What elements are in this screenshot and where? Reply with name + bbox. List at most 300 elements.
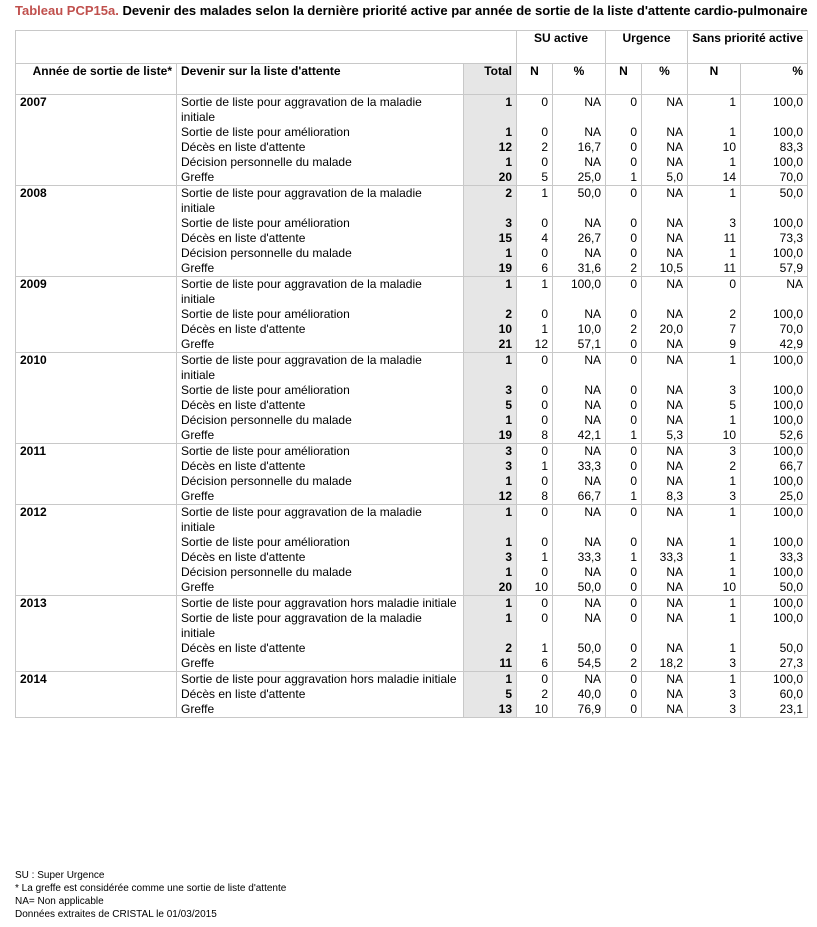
sans-pct-cell: 23,1 [741,702,808,718]
table-body [16,95,808,718]
su-pct-cell: NA [553,383,606,398]
total-cell: 19 [464,261,517,277]
sans-pct-cell: 60,0 [741,687,808,702]
outcome-cell: Sortie de liste pour amélioration [177,307,464,322]
urgence-n-cell: 0 [606,307,642,322]
outcome-cell: Sortie de liste pour aggravation de la maladie initiale [177,277,464,308]
urgence-n-cell: 0 [606,474,642,489]
urgence-pct-cell: NA [642,277,688,308]
table-row [16,565,808,580]
table-row [16,489,808,505]
su-pct-cell: NA [553,611,606,641]
year-cell [16,565,177,580]
su-n-cell: 0 [517,307,553,322]
outcome-cell: Greffe [177,702,464,718]
urgence-n-cell: 0 [606,596,642,612]
su-pct-cell: NA [553,307,606,322]
table-row [16,474,808,489]
sans-n-cell: 1 [688,186,741,217]
sans-pct-cell: 100,0 [741,398,808,413]
urgence-n-cell: 0 [606,580,642,596]
su-pct-cell: NA [553,353,606,384]
sans-pct-cell: 27,3 [741,656,808,672]
sans-n-cell: 1 [688,246,741,261]
urgence-n-cell: 0 [606,95,642,126]
year-cell: 2010 [16,353,177,384]
urgence-n-cell: 0 [606,125,642,140]
urgence-n-cell: 0 [606,702,642,718]
table-row [16,702,808,718]
year-cell [16,702,177,718]
table-row [16,641,808,656]
table-row [16,672,808,688]
table-row [16,231,808,246]
urgence-pct-cell: NA [642,535,688,550]
urgence-pct-cell: NA [642,672,688,688]
table-row [16,687,808,702]
urgence-pct-cell: NA [642,565,688,580]
su-n-cell: 0 [517,505,553,536]
total-cell: 12 [464,489,517,505]
sans-pct-cell: 100,0 [741,474,808,489]
total-cell: 19 [464,428,517,444]
year-cell: 2012 [16,505,177,536]
outcome-cell: Greffe [177,337,464,353]
su-pct-cell: 31,6 [553,261,606,277]
urgence-pct-cell: NA [642,641,688,656]
outcome-cell: Greffe [177,261,464,277]
su-n-cell: 0 [517,611,553,641]
urgence-n-cell: 0 [606,535,642,550]
su-pct-cell: NA [553,444,606,460]
urgence-n-cell: 0 [606,186,642,217]
year-cell [16,261,177,277]
urgence-n-cell: 0 [606,231,642,246]
header-s-n: N [688,64,741,95]
sans-n-cell: 1 [688,641,741,656]
footnote-greffe: * La greffe est considérée comme une sortie de liste d'attente [15,883,287,894]
header-devenir: Devenir sur la liste d'attente [177,64,464,95]
year-cell [16,322,177,337]
su-pct-cell: NA [553,216,606,231]
sans-pct-cell: 42,9 [741,337,808,353]
sans-pct-cell: 100,0 [741,672,808,688]
total-cell: 21 [464,337,517,353]
year-cell [16,580,177,596]
outcome-cell: Sortie de liste pour amélioration [177,383,464,398]
su-pct-cell: 54,5 [553,656,606,672]
su-n-cell: 0 [517,398,553,413]
year-cell [16,307,177,322]
table-row [16,277,808,308]
sans-n-cell: 1 [688,672,741,688]
urgence-n-cell: 0 [606,413,642,428]
outcome-cell: Sortie de liste pour aggravation de la maladie initiale [177,186,464,217]
sans-n-cell: 11 [688,261,741,277]
sans-pct-cell: 52,6 [741,428,808,444]
sans-n-cell: 11 [688,231,741,246]
sans-n-cell: 3 [688,656,741,672]
table-row [16,656,808,672]
table-row [16,444,808,460]
sans-n-cell: 1 [688,565,741,580]
footnote-na: NA= Non applicable [15,896,104,907]
su-pct-cell: NA [553,505,606,536]
su-pct-cell: 76,9 [553,702,606,718]
total-cell: 10 [464,322,517,337]
sans-n-cell: 0 [688,277,741,308]
su-pct-cell: NA [553,596,606,612]
outcome-cell: Sortie de liste pour aggravation de la maladie initiale [177,611,464,641]
sans-n-cell: 2 [688,459,741,474]
su-n-cell: 1 [517,550,553,565]
sans-n-cell: 1 [688,413,741,428]
table-row [16,216,808,231]
year-cell [16,687,177,702]
urgence-pct-cell: NA [642,246,688,261]
su-n-cell: 8 [517,489,553,505]
urgence-pct-cell: NA [642,95,688,126]
table-title [15,3,808,18]
footnote-su: SU : Super Urgence [15,870,105,881]
total-cell: 2 [464,307,517,322]
su-n-cell: 5 [517,170,553,186]
urgence-n-cell: 1 [606,170,642,186]
sans-pct-cell: 100,0 [741,565,808,580]
year-cell [16,550,177,565]
su-n-cell: 0 [517,383,553,398]
waitlist-outcome-table [15,30,808,718]
sans-pct-cell: NA [741,277,808,308]
total-cell: 1 [464,474,517,489]
urgence-n-cell: 2 [606,656,642,672]
su-n-cell: 6 [517,261,553,277]
su-n-cell: 0 [517,125,553,140]
su-pct-cell: NA [553,398,606,413]
su-n-cell: 0 [517,535,553,550]
urgence-n-cell: 0 [606,459,642,474]
header-sans-priorite: Sans priorité active [688,31,808,64]
year-cell [16,231,177,246]
outcome-cell: Greffe [177,656,464,672]
su-n-cell: 0 [517,596,553,612]
su-pct-cell: 16,7 [553,140,606,155]
outcome-cell: Décision personnelle du malade [177,413,464,428]
total-cell: 1 [464,611,517,641]
year-cell [16,398,177,413]
table-row [16,428,808,444]
su-pct-cell: NA [553,474,606,489]
total-cell: 1 [464,535,517,550]
su-n-cell: 0 [517,246,553,261]
header-u-pct: % [642,64,688,95]
table-row [16,413,808,428]
sans-pct-cell: 100,0 [741,444,808,460]
year-cell [16,611,177,641]
urgence-pct-cell: NA [642,231,688,246]
header-total: Total [464,64,517,95]
sans-n-cell: 1 [688,125,741,140]
sans-pct-cell: 100,0 [741,155,808,170]
su-pct-cell: 50,0 [553,641,606,656]
table-row [16,261,808,277]
urgence-n-cell: 0 [606,611,642,641]
su-n-cell: 4 [517,231,553,246]
sans-pct-cell: 66,7 [741,459,808,474]
year-cell [16,155,177,170]
total-cell: 5 [464,398,517,413]
sans-pct-cell: 100,0 [741,216,808,231]
outcome-cell: Greffe [177,489,464,505]
table-row [16,322,808,337]
urgence-n-cell: 0 [606,444,642,460]
urgence-n-cell: 1 [606,550,642,565]
urgence-n-cell: 0 [606,383,642,398]
total-cell: 1 [464,155,517,170]
year-cell [16,170,177,186]
year-cell [16,459,177,474]
su-n-cell: 1 [517,277,553,308]
su-pct-cell: 100,0 [553,277,606,308]
outcome-cell: Décès en liste d'attente [177,641,464,656]
outcome-cell: Décès en liste d'attente [177,459,464,474]
sans-pct-cell: 70,0 [741,170,808,186]
sans-n-cell: 10 [688,580,741,596]
sans-pct-cell: 100,0 [741,596,808,612]
su-pct-cell: 25,0 [553,170,606,186]
urgence-n-cell: 0 [606,216,642,231]
su-pct-cell: NA [553,95,606,126]
urgence-pct-cell: 33,3 [642,550,688,565]
urgence-n-cell: 0 [606,687,642,702]
su-n-cell: 0 [517,474,553,489]
header-urgence: Urgence [606,31,688,64]
urgence-pct-cell: NA [642,580,688,596]
urgence-pct-cell: 10,5 [642,261,688,277]
urgence-n-cell: 0 [606,353,642,384]
su-pct-cell: NA [553,672,606,688]
su-n-cell: 6 [517,656,553,672]
sans-n-cell: 1 [688,155,741,170]
sans-n-cell: 1 [688,505,741,536]
total-cell: 3 [464,459,517,474]
year-cell: 2007 [16,95,177,126]
urgence-n-cell: 0 [606,672,642,688]
sans-pct-cell: 50,0 [741,580,808,596]
table-row [16,353,808,384]
urgence-n-cell: 0 [606,277,642,308]
su-pct-cell: NA [553,155,606,170]
sans-n-cell: 1 [688,474,741,489]
year-cell [16,413,177,428]
table-row [16,170,808,186]
outcome-cell: Décision personnelle du malade [177,474,464,489]
urgence-n-cell: 1 [606,428,642,444]
su-n-cell: 0 [517,413,553,428]
sans-pct-cell: 33,3 [741,550,808,565]
urgence-pct-cell: NA [642,505,688,536]
su-n-cell: 0 [517,565,553,580]
su-pct-cell: 66,7 [553,489,606,505]
outcome-cell: Sortie de liste pour amélioration [177,444,464,460]
sans-n-cell: 1 [688,596,741,612]
outcome-cell: Greffe [177,428,464,444]
urgence-pct-cell: NA [642,383,688,398]
table-row [16,140,808,155]
su-n-cell: 10 [517,702,553,718]
urgence-pct-cell: 5,3 [642,428,688,444]
year-cell: 2014 [16,672,177,688]
su-n-cell: 8 [517,428,553,444]
table-row [16,550,808,565]
outcome-cell: Sortie de liste pour amélioration [177,535,464,550]
su-pct-cell: 42,1 [553,428,606,444]
urgence-pct-cell: NA [642,474,688,489]
su-n-cell: 0 [517,95,553,126]
table-row [16,155,808,170]
header-su-n: N [517,64,553,95]
table-row [16,383,808,398]
urgence-pct-cell: NA [642,216,688,231]
su-n-cell: 12 [517,337,553,353]
urgence-n-cell: 0 [606,246,642,261]
sans-pct-cell: 50,0 [741,186,808,217]
total-cell: 1 [464,277,517,308]
year-cell [16,489,177,505]
su-pct-cell: 33,3 [553,459,606,474]
su-pct-cell: 50,0 [553,580,606,596]
outcome-cell: Sortie de liste pour aggravation de la maladie initiale [177,353,464,384]
header-u-n: N [606,64,642,95]
year-cell [16,474,177,489]
su-pct-cell: 50,0 [553,186,606,217]
su-pct-cell: NA [553,246,606,261]
sans-pct-cell: 100,0 [741,307,808,322]
su-pct-cell: NA [553,535,606,550]
header-su-pct: % [553,64,606,95]
urgence-n-cell: 0 [606,398,642,413]
table-row [16,580,808,596]
sans-pct-cell: 100,0 [741,413,808,428]
table-row [16,398,808,413]
total-cell: 13 [464,702,517,718]
year-cell [16,428,177,444]
total-cell: 1 [464,246,517,261]
table-row [16,535,808,550]
urgence-pct-cell: NA [642,353,688,384]
header-su-active: SU active [517,31,606,64]
sans-n-cell: 7 [688,322,741,337]
footnotes [15,869,286,921]
urgence-n-cell: 0 [606,565,642,580]
urgence-pct-cell: NA [642,398,688,413]
urgence-pct-cell: NA [642,459,688,474]
footnote-source: Données extraites de CRISTAL le 01/03/2015 [15,909,217,920]
urgence-pct-cell: NA [642,155,688,170]
sans-pct-cell: 100,0 [741,505,808,536]
urgence-pct-cell: 5,0 [642,170,688,186]
urgence-pct-cell: NA [642,307,688,322]
urgence-n-cell: 2 [606,322,642,337]
sans-pct-cell: 100,0 [741,125,808,140]
sans-pct-cell: 100,0 [741,353,808,384]
su-n-cell: 0 [517,444,553,460]
table-code: Tableau PCP15a. [15,3,119,18]
total-cell: 12 [464,140,517,155]
year-cell [16,383,177,398]
su-pct-cell: 10,0 [553,322,606,337]
su-pct-cell: 40,0 [553,687,606,702]
table-row [16,125,808,140]
total-cell: 1 [464,596,517,612]
total-cell: 1 [464,353,517,384]
urgence-n-cell: 0 [606,140,642,155]
sans-pct-cell: 70,0 [741,322,808,337]
total-cell: 5 [464,687,517,702]
table-row [16,596,808,612]
total-cell: 1 [464,125,517,140]
su-n-cell: 1 [517,186,553,217]
urgence-pct-cell: 8,3 [642,489,688,505]
outcome-cell: Sortie de liste pour aggravation de la maladie initiale [177,95,464,126]
total-cell: 20 [464,170,517,186]
urgence-n-cell: 0 [606,337,642,353]
sans-n-cell: 10 [688,140,741,155]
sans-pct-cell: 100,0 [741,611,808,641]
outcome-cell: Décès en liste d'attente [177,322,464,337]
sans-pct-cell: 100,0 [741,95,808,126]
outcome-cell: Décès en liste d'attente [177,140,464,155]
year-cell [16,641,177,656]
su-pct-cell: NA [553,565,606,580]
su-n-cell: 0 [517,216,553,231]
sans-n-cell: 1 [688,95,741,126]
outcome-cell: Décès en liste d'attente [177,687,464,702]
su-n-cell: 10 [517,580,553,596]
outcome-cell: Greffe [177,170,464,186]
total-cell: 3 [464,444,517,460]
total-cell: 3 [464,216,517,231]
outcome-cell: Sortie de liste pour aggravation de la maladie initiale [177,505,464,536]
total-cell: 3 [464,550,517,565]
table-row [16,337,808,353]
sans-n-cell: 1 [688,353,741,384]
table-row [16,95,808,126]
sans-n-cell: 10 [688,428,741,444]
su-pct-cell: 26,7 [553,231,606,246]
outcome-cell: Sortie de liste pour amélioration [177,216,464,231]
su-n-cell: 0 [517,672,553,688]
sans-n-cell: 3 [688,702,741,718]
total-cell: 2 [464,186,517,217]
year-cell [16,656,177,672]
su-n-cell: 2 [517,687,553,702]
sans-n-cell: 3 [688,216,741,231]
year-cell: 2009 [16,277,177,308]
urgence-pct-cell: NA [642,337,688,353]
year-cell [16,337,177,353]
year-cell [16,125,177,140]
header-s-pct: % [741,64,808,95]
header-blank [16,31,517,64]
sans-n-cell: 14 [688,170,741,186]
outcome-cell: Décision personnelle du malade [177,155,464,170]
total-cell: 11 [464,656,517,672]
table-row [16,246,808,261]
outcome-cell: Décision personnelle du malade [177,246,464,261]
year-cell [16,535,177,550]
sans-n-cell: 1 [688,535,741,550]
